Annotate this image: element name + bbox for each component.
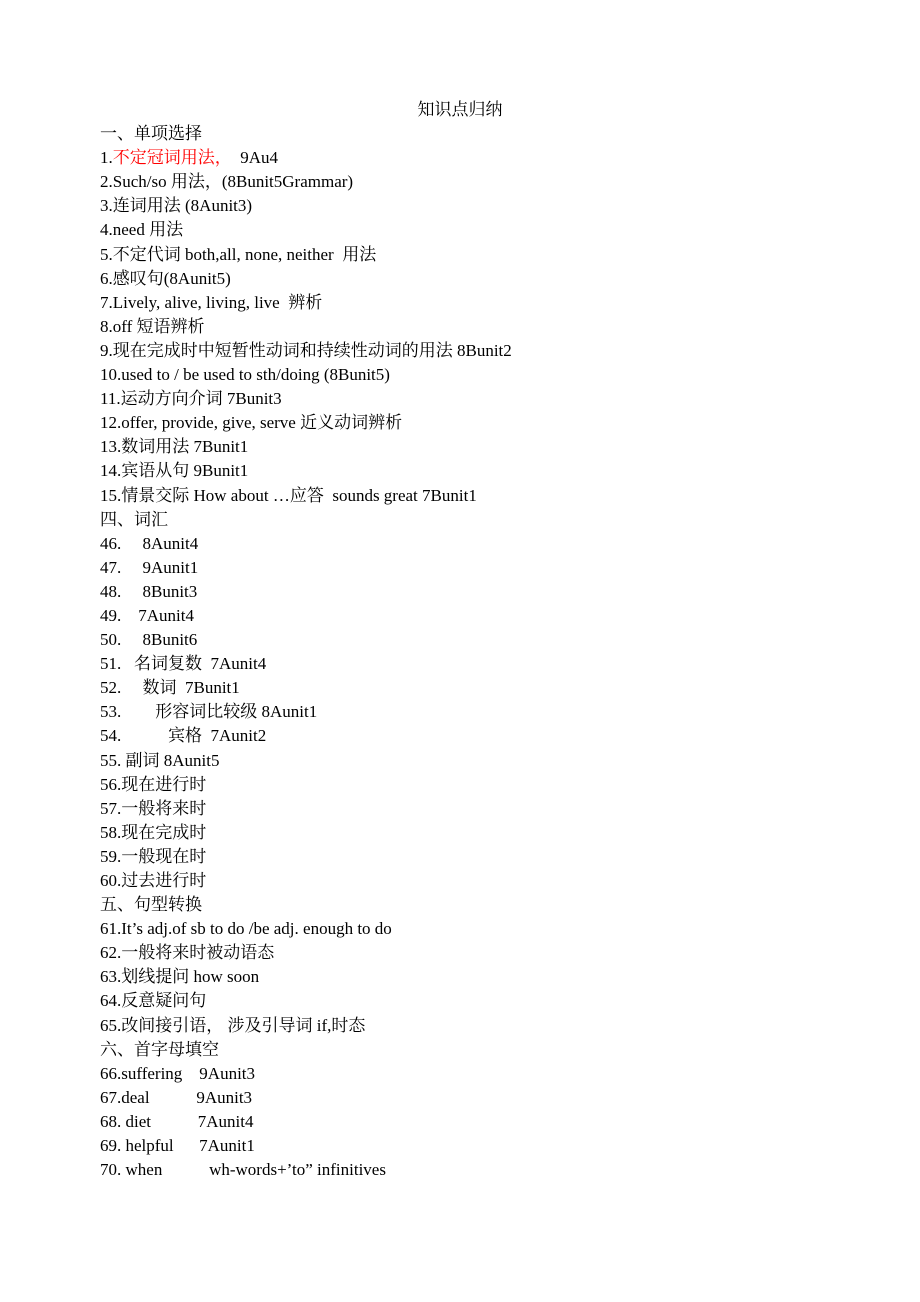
text-segment: 50. 8Bunit6 (100, 630, 198, 650)
document-line (100, 941, 820, 965)
text-segment: 68. diet 7Aunit4 (100, 1111, 254, 1131)
document-line (100, 194, 820, 218)
text-segment: 59.一般现在时 (100, 846, 207, 866)
document-line (100, 821, 820, 845)
text-segment: 46. 8Aunit4 (100, 533, 199, 553)
document-line (100, 459, 820, 483)
text-segment: 4.need 用法 (100, 220, 184, 240)
document-line (100, 917, 820, 941)
document-line (100, 556, 820, 580)
document-line (100, 170, 820, 194)
document-line (100, 773, 820, 797)
document-line (100, 484, 820, 508)
text-segment: 6.感叹句(8Aunit5) (100, 268, 231, 288)
document-line (100, 580, 820, 604)
text-segment: 62.一般将来时被动语态 (100, 943, 275, 963)
text-segment: 64.反意疑问句 (100, 991, 207, 1011)
highlighted-text: 不定冠词用法， (112, 148, 232, 168)
text-segment: 48. 8Bunit3 (100, 581, 198, 601)
text-segment: 1. (100, 148, 113, 168)
document-line (100, 146, 820, 170)
text-segment: 61.It’s adj.of sb to do /be adj. enough to do (100, 919, 392, 939)
text-segment: 51. 名词复数 7Aunit4 (100, 654, 267, 674)
text-segment: 3.连词用法 (8Aunit3) (100, 196, 253, 216)
text-segment: 14.宾语从句 9Bunit1 (100, 461, 249, 481)
text-segment: 10.used to / be used to sth/doing (8Bunit5) (100, 365, 390, 385)
text-segment: 55. 副词 8Aunit5 (100, 750, 220, 770)
text-segment: 67.deal 9Aunit3 (100, 1087, 253, 1107)
text-segment: 56.现在进行时 (100, 774, 207, 794)
document-line (100, 291, 820, 315)
document-line (100, 869, 820, 893)
document-line (100, 1062, 820, 1086)
document-line (100, 676, 820, 700)
document-line (100, 845, 820, 869)
text-segment: 13.数词用法 7Bunit1 (100, 437, 249, 457)
text-segment: 66.suffering 9Aunit3 (100, 1063, 256, 1083)
text-segment: 六、首字母填空 (100, 1039, 219, 1059)
text-segment: 9.现在完成时中短暂性动词和持续性动词的用法 8Bunit2 (100, 340, 512, 360)
document-line (100, 411, 820, 435)
text-segment: 57.一般将来时 (100, 798, 207, 818)
text-segment: 8.off 短语辨析 (100, 316, 205, 336)
text-segment: 63.划线提问 how soon (100, 967, 260, 987)
document-line (100, 893, 820, 917)
text-segment: 49. 7Aunit4 (100, 605, 194, 625)
text-segment: 53. 形容词比较级 8Aunit1 (100, 702, 318, 722)
text-segment: 54. 宾格 7Aunit2 (100, 726, 267, 746)
document-line (100, 1038, 820, 1062)
document-title (100, 98, 820, 122)
document-line (100, 243, 820, 267)
document-line (100, 1134, 820, 1158)
document-line (100, 218, 820, 242)
text-segment: 69. helpful 7Aunit1 (100, 1136, 255, 1156)
document-line (100, 1158, 820, 1182)
document-line (100, 339, 820, 363)
document-line (100, 1110, 820, 1134)
text-segment: 12.offer, provide, give, serve 近义动词辨析 (100, 413, 403, 433)
document-line (100, 965, 820, 989)
document-line (100, 724, 820, 748)
text-segment: 70. when wh-words+’to” infinitives (100, 1160, 386, 1180)
text-segment: 47. 9Aunit1 (100, 557, 199, 577)
document-line (100, 989, 820, 1013)
document-line (100, 363, 820, 387)
text-segment: 15.情景交际 How about …应答 sounds great 7Bunit1 (100, 485, 477, 505)
document-line (100, 1014, 820, 1038)
text-segment: 11.运动方向介词 7Bunit3 (100, 389, 282, 409)
text-segment: 五、句型转换 (100, 895, 202, 915)
document-line (100, 700, 820, 724)
document-line (100, 797, 820, 821)
document-line (100, 508, 820, 532)
text-segment: 四、词汇 (100, 509, 168, 529)
document-line (100, 315, 820, 339)
document-line (100, 749, 820, 773)
document-line (100, 1086, 820, 1110)
text-segment: 60.过去进行时 (100, 871, 207, 890)
document-line (100, 387, 820, 411)
text-segment: 2.Such/so 用法，(8Bunit5Grammar) (100, 172, 354, 192)
document-line (100, 532, 820, 556)
text-segment: 一、单项选择 (100, 124, 202, 144)
document-line (100, 122, 820, 146)
text-segment: 7.Lively, alive, living, live 辨析 (100, 292, 323, 312)
text-segment: 9Au4 (231, 148, 279, 168)
document-line (100, 604, 820, 628)
document-line (100, 267, 820, 291)
document-line (100, 435, 820, 459)
text-segment: 65.改间接引语， 涉及引导词 if,时态 (100, 1015, 366, 1035)
document-line (100, 628, 820, 652)
text-segment: 知识点归纳 (417, 100, 503, 119)
text-segment: 58.现在完成时 (100, 822, 207, 842)
text-segment: 52. 数词 7Bunit1 (100, 678, 240, 698)
text-segment: 5.不定代词 both,all, none, neither 用法 (100, 244, 377, 264)
document-line (100, 652, 820, 676)
